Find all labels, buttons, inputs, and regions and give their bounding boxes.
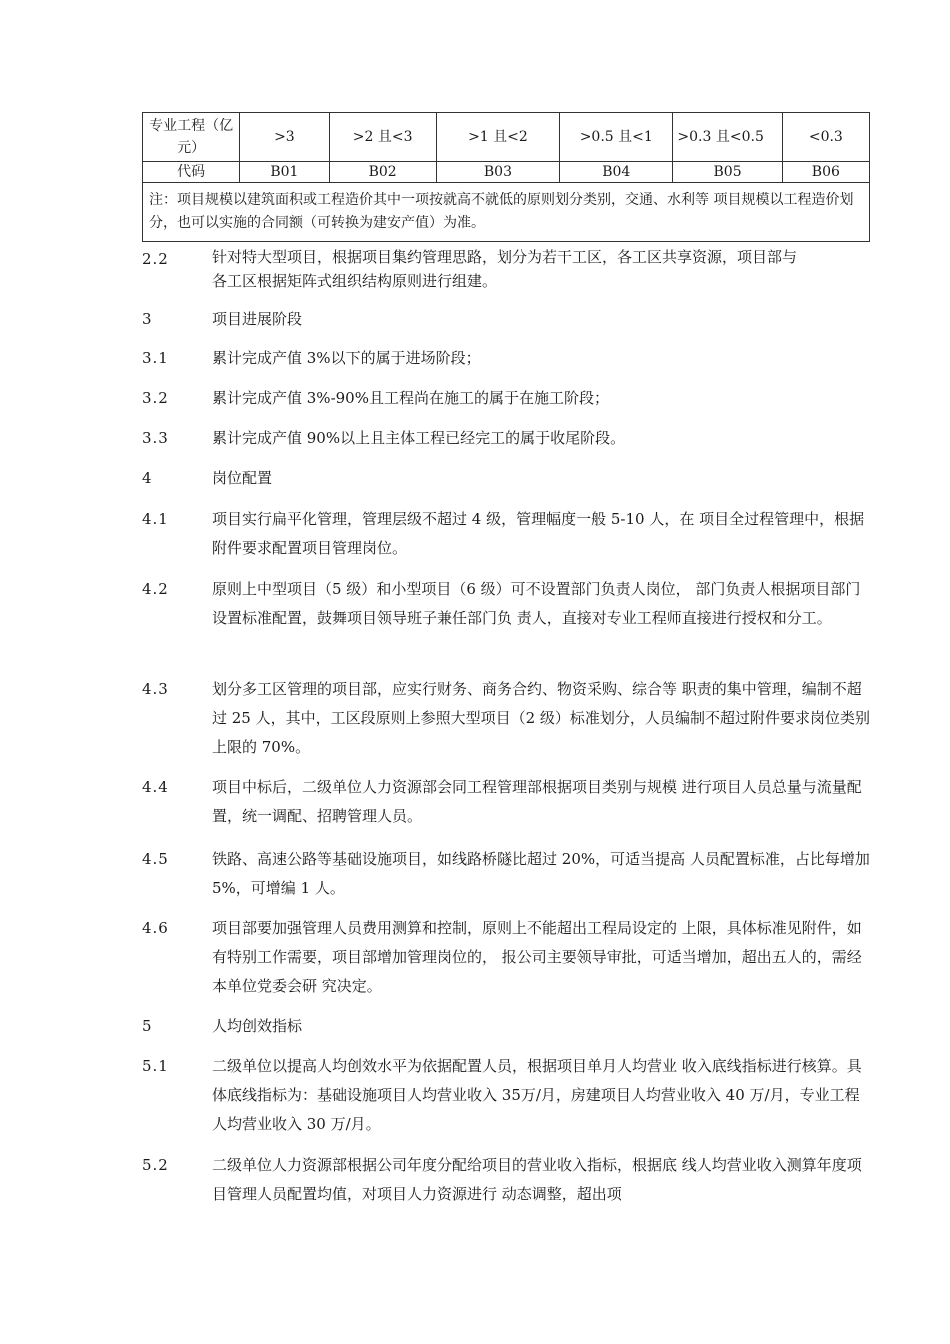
table-row-label: 代码 bbox=[143, 162, 240, 183]
table-cell: >3 bbox=[240, 113, 329, 162]
list-item bbox=[142, 1151, 872, 1209]
table-cell: >1 且<2 bbox=[436, 113, 559, 162]
item-number: 4.3 bbox=[142, 680, 169, 698]
item-number: 5 bbox=[142, 1017, 153, 1035]
list-item bbox=[142, 914, 872, 1001]
item-number: 4.2 bbox=[142, 580, 169, 598]
table-row bbox=[143, 162, 870, 183]
section-heading bbox=[142, 305, 872, 334]
table-cell: <0.3 bbox=[782, 113, 869, 162]
item-text: 铁路、高速公路等基础设施项目，如线路桥隧比超过 20%，可适当提高 人员配置标准，占比每增加 5%，可增编 1 人。 bbox=[212, 850, 870, 897]
table-note: 注：项目规模以建筑面积或工程造价其中一项按就高不就低的原则划分类别，交通、水利等 项目规模以工程造价划分，也可以实施的合同额（可转换为建安产值）为准。 bbox=[143, 183, 870, 242]
item-number: 4 bbox=[142, 469, 153, 487]
item-text: 岗位配置 bbox=[212, 469, 273, 487]
item-text: 二级单位以提高人均创效水平为依据配置人员，根据项目单月人均营业 收入底线指标进行核算。具体底线指标为：基础设施项目人均营业收入 35万/月，房建项目人均营业收入 40 万/月，专业工程人均营业收入 30 万/月。 bbox=[212, 1057, 862, 1133]
list-item bbox=[142, 424, 872, 453]
list-item bbox=[142, 575, 872, 633]
item-text: 针对特大型项目，根据项目集约管理思路，划分为若干工区，各工区共享资源，项目部与各工区根据矩阵式组织结构原则进行组建。 bbox=[212, 248, 798, 290]
list-item bbox=[142, 505, 872, 563]
item-number: 3.3 bbox=[142, 429, 169, 447]
list-item bbox=[142, 344, 872, 373]
table-row bbox=[143, 113, 870, 162]
item-text: 项目部要加强管理人员费用测算和控制，原则上不能超出工程局设定的 上限，具体标准见附件，如有特别工作需要，项目部增加管理岗位的， 报公司主要领导审批，可适当增加，超出五人的，需经本单位党委会研 究决定。 bbox=[212, 919, 862, 995]
item-number: 3.1 bbox=[142, 349, 169, 367]
item-text: 累计完成产值 90%以上且主体工程已经完工的属于收尾阶段。 bbox=[212, 429, 626, 447]
table-cell: B06 bbox=[782, 162, 869, 183]
item-text: 二级单位人力资源部根据公司年度分配给项目的营业收入指标，根据底 线人均营业收入测算年度项目管理人员配置均值，对项目人力资源进行 动态调整，超出项 bbox=[212, 1156, 862, 1203]
item-text: 累计完成产值 3%-90%且工程尚在施工的属于在施工阶段； bbox=[212, 389, 609, 407]
item-text: 项目实行扁平化管理，管理层级不超过 4 级，管理幅度一般 5-10 人，在 项目全过程管理中，根据附件要求配置项目管理岗位。 bbox=[212, 510, 865, 557]
table-cell: >2 且<3 bbox=[329, 113, 436, 162]
item-number: 2.2 bbox=[142, 250, 169, 268]
table-cell: B04 bbox=[560, 162, 673, 183]
item-text: 项目进展阶段 bbox=[212, 310, 303, 328]
item-number: 5.1 bbox=[142, 1057, 169, 1075]
section-heading bbox=[142, 464, 872, 493]
table-row-label: 专业工程（亿元） bbox=[143, 113, 240, 162]
item-text: 原则上中型项目（5 级）和小型项目（6 级）可不设置部门负责人岗位， 部门负责人根据项目部门设置标准配置，鼓舞项目领导班子兼任部门负 责人，直接对专业工程师直接进行授权和分工。 bbox=[212, 580, 861, 627]
list-item bbox=[142, 384, 872, 413]
list-item bbox=[142, 845, 872, 903]
list-item bbox=[142, 675, 872, 762]
project-scale-table bbox=[142, 112, 870, 242]
item-number: 4.4 bbox=[142, 778, 169, 796]
item-text: 项目中标后，二级单位人力资源部会同工程管理部根据项目类别与规模 进行项目人员总量与流量配置，统一调配、招聘管理人员。 bbox=[212, 778, 862, 825]
list-item bbox=[142, 1052, 872, 1139]
table-cell: B03 bbox=[436, 162, 559, 183]
item-number: 5.2 bbox=[142, 1156, 169, 1174]
item-text: 划分多工区管理的项目部，应实行财务、商务合约、物资采购、综合等 职责的集中管理，编制不超过 25 人，其中，工区段原则上参照大型项目（2 级）标准划分，人员编制不超过附件要求岗位类别上限的 70%。 bbox=[212, 680, 870, 756]
list-item bbox=[142, 773, 872, 831]
item-number: 4.5 bbox=[142, 850, 169, 868]
table-cell: B05 bbox=[673, 162, 782, 183]
table-cell: >0.3 且<0.5 bbox=[673, 113, 782, 162]
item-number: 3.2 bbox=[142, 389, 169, 407]
item-number: 3 bbox=[142, 310, 153, 328]
item-number: 4.1 bbox=[142, 510, 169, 528]
section-heading bbox=[142, 1012, 872, 1041]
table-row bbox=[143, 183, 870, 242]
table-cell: B01 bbox=[240, 162, 329, 183]
item-text: 人均创效指标 bbox=[212, 1017, 303, 1035]
list-item bbox=[142, 245, 872, 293]
item-text: 累计完成产值 3%以下的属于进场阶段； bbox=[212, 349, 481, 367]
table-cell: >0.5 且<1 bbox=[560, 113, 673, 162]
item-number: 4.6 bbox=[142, 919, 169, 937]
table-cell: B02 bbox=[329, 162, 436, 183]
